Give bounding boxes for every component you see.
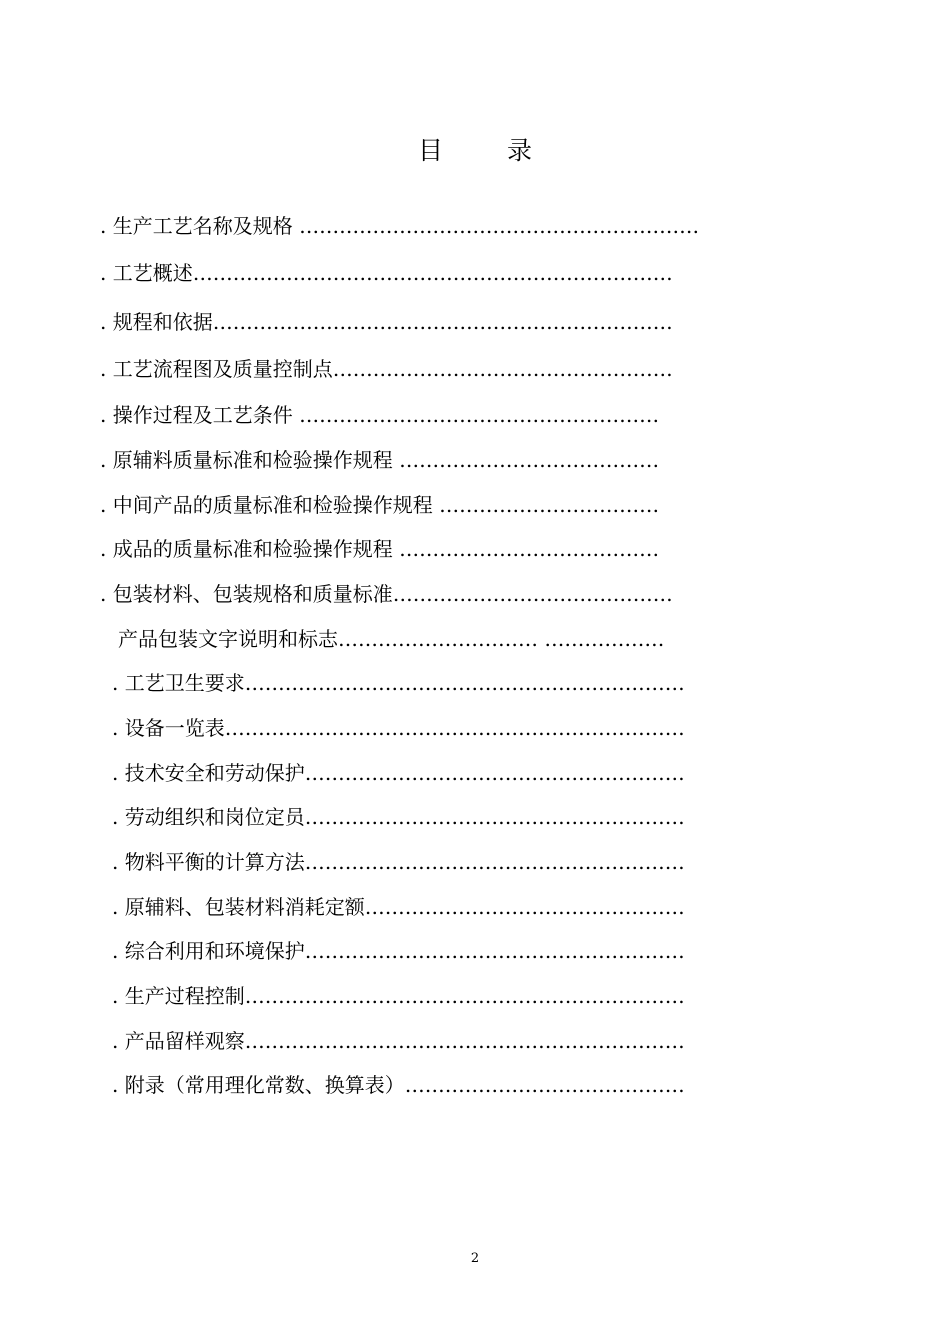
toc-title-char-1: 目 xyxy=(417,136,443,165)
toc-entry: . 产品留样观察………………………………………………………… xyxy=(112,1029,685,1053)
toc-entry: . 操作过程及工艺条件 ……………………………………………… xyxy=(100,403,660,427)
toc-title-char-2: 录 xyxy=(507,136,533,165)
toc-title xyxy=(0,134,950,168)
toc-entry: 产品包装文字说明和标志………………………… ……………… xyxy=(118,627,665,651)
toc-entry: . 原辅料质量标准和检验操作规程 ………………………………… xyxy=(100,448,660,472)
toc-entry: . 附录（常用理化常数、换算表）…………………………………… xyxy=(112,1073,685,1097)
toc-entry: . 生产工艺名称及规格 …………………………………………………… xyxy=(100,214,700,238)
toc-entry: . 设备一览表…………………………………………………………… xyxy=(112,716,685,740)
page-number: 2 xyxy=(470,1251,480,1266)
toc-entry: . 成品的质量标准和检验操作规程 ………………………………… xyxy=(100,537,660,561)
toc-entry: . 综合利用和环境保护………………………………………………… xyxy=(112,939,685,963)
toc-entry: . 技术安全和劳动保护………………………………………………… xyxy=(112,761,685,785)
toc-entry: . 中间产品的质量标准和检验操作规程 …………………………… xyxy=(100,493,660,517)
toc-entry: . 工艺卫生要求………………………………………………………… xyxy=(112,671,685,695)
toc-entry: . 工艺流程图及质量控制点…………………………………………… xyxy=(100,357,673,381)
toc-entry: . 生产过程控制………………………………………………………… xyxy=(112,984,685,1008)
toc-entry: . 包装材料、包装规格和质量标准…………………………………… xyxy=(100,582,673,606)
toc-entry: . 原辅料、包装材料消耗定额………………………………………… xyxy=(112,895,685,919)
toc-entry: . 劳动组织和岗位定员………………………………………………… xyxy=(112,805,685,829)
toc-entry: . 工艺概述……………………………………………………………… xyxy=(100,261,673,285)
toc-entry: . 规程和依据…………………………………………………………… xyxy=(100,310,673,334)
toc-entry: . 物料平衡的计算方法………………………………………………… xyxy=(112,850,685,874)
